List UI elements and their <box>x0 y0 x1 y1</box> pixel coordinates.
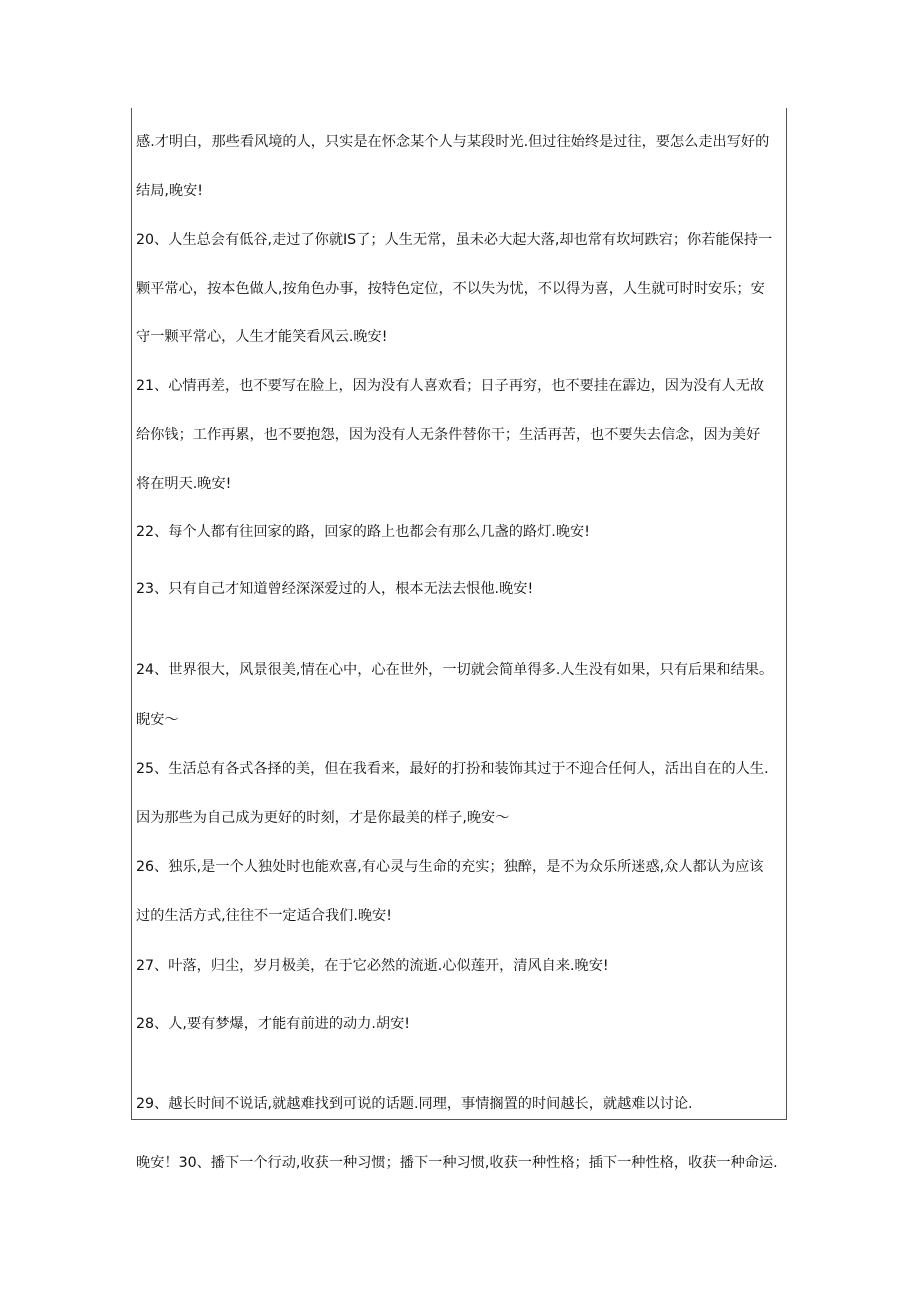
text-line: 28、人,要有梦爆，才能有前进的动力.胡安! <box>136 1016 410 1032</box>
text-line: 给你钱；工作再累，也不要抱怨，因为没有人无条件替你干；生活再苦，也不要失去信念，因为美好 <box>136 427 761 443</box>
text-line: 21、心情再差，也不要写在脸上，因为没有人喜欢看；日子再穷，也不要挂在霹边，因为没有人无故 <box>136 378 765 394</box>
text-line: 29、越长时间不说话,就越难找到可说的话题.同理，事情搁置的时间越长，就越难以讨论. <box>136 1096 693 1112</box>
text-line: 过的生活方式,往往不一定适合我们.晚安! <box>136 908 392 924</box>
text-line: 睨安〜 <box>136 712 179 728</box>
text-line: 22、每个人都有往回家的路，回家的路上也都会有那么几盏的路灯.晚安! <box>136 524 590 540</box>
text-line-outside-frame: 晚安！30、播下一个行动,收获一种习惯；播下一种习惯,收获一种性格；插下一种性格，收获一种命运. <box>136 1155 778 1171</box>
text-line: 23、只有自己才知道曾经深深爱过的人，根本无法去恨他.晚安! <box>136 581 534 597</box>
text-line: 颗平常心，按本色做人,按角色办事，按特色定位，不以失为忧，不以得为喜，人生就可时时安乐；安 <box>136 281 765 297</box>
text-line: 将在明天.晚安! <box>136 476 232 492</box>
text-line: 27、叶落，归尘，岁月极美，在于它必然的流逝.心似莲开，清风自来.晚安! <box>136 958 609 974</box>
text-line: 感.才明白，那些看风境的人，只实是在怀念某个人与某段时光.但过往始终是过往，要怎么走出写好的 <box>136 134 770 150</box>
text-line: 20、人生总会有低谷,走过了你就IS了；人生无常，虽未必大起大落,却也常有坎坷跌宕；你若能保持一 <box>136 232 773 248</box>
text-line: 守一颗平常心，人生才能笑看风云.晚安! <box>136 329 388 345</box>
text-line: 25、生活总有各式各择的美，但在我看来，最好的打扮和装饰其过于不迎合任何人，活出自在的人生. <box>136 761 769 777</box>
text-line: 结局,晚安! <box>136 183 203 199</box>
text-line: 因为那些为自己成为更好的时刻，才是你最美的样子,晚安〜 <box>136 810 510 826</box>
text-line: 24、世界很大，风景很美,情在心中，心在世外，一切就会简单得多.人生没有如果，只有后果和结果。 <box>136 662 774 678</box>
text-line: 26、独乐,是一个人独处时也能欢喜,有心灵与生命的充实；独醉，是不为众乐所迷惑,众人都认为应该 <box>136 859 764 875</box>
